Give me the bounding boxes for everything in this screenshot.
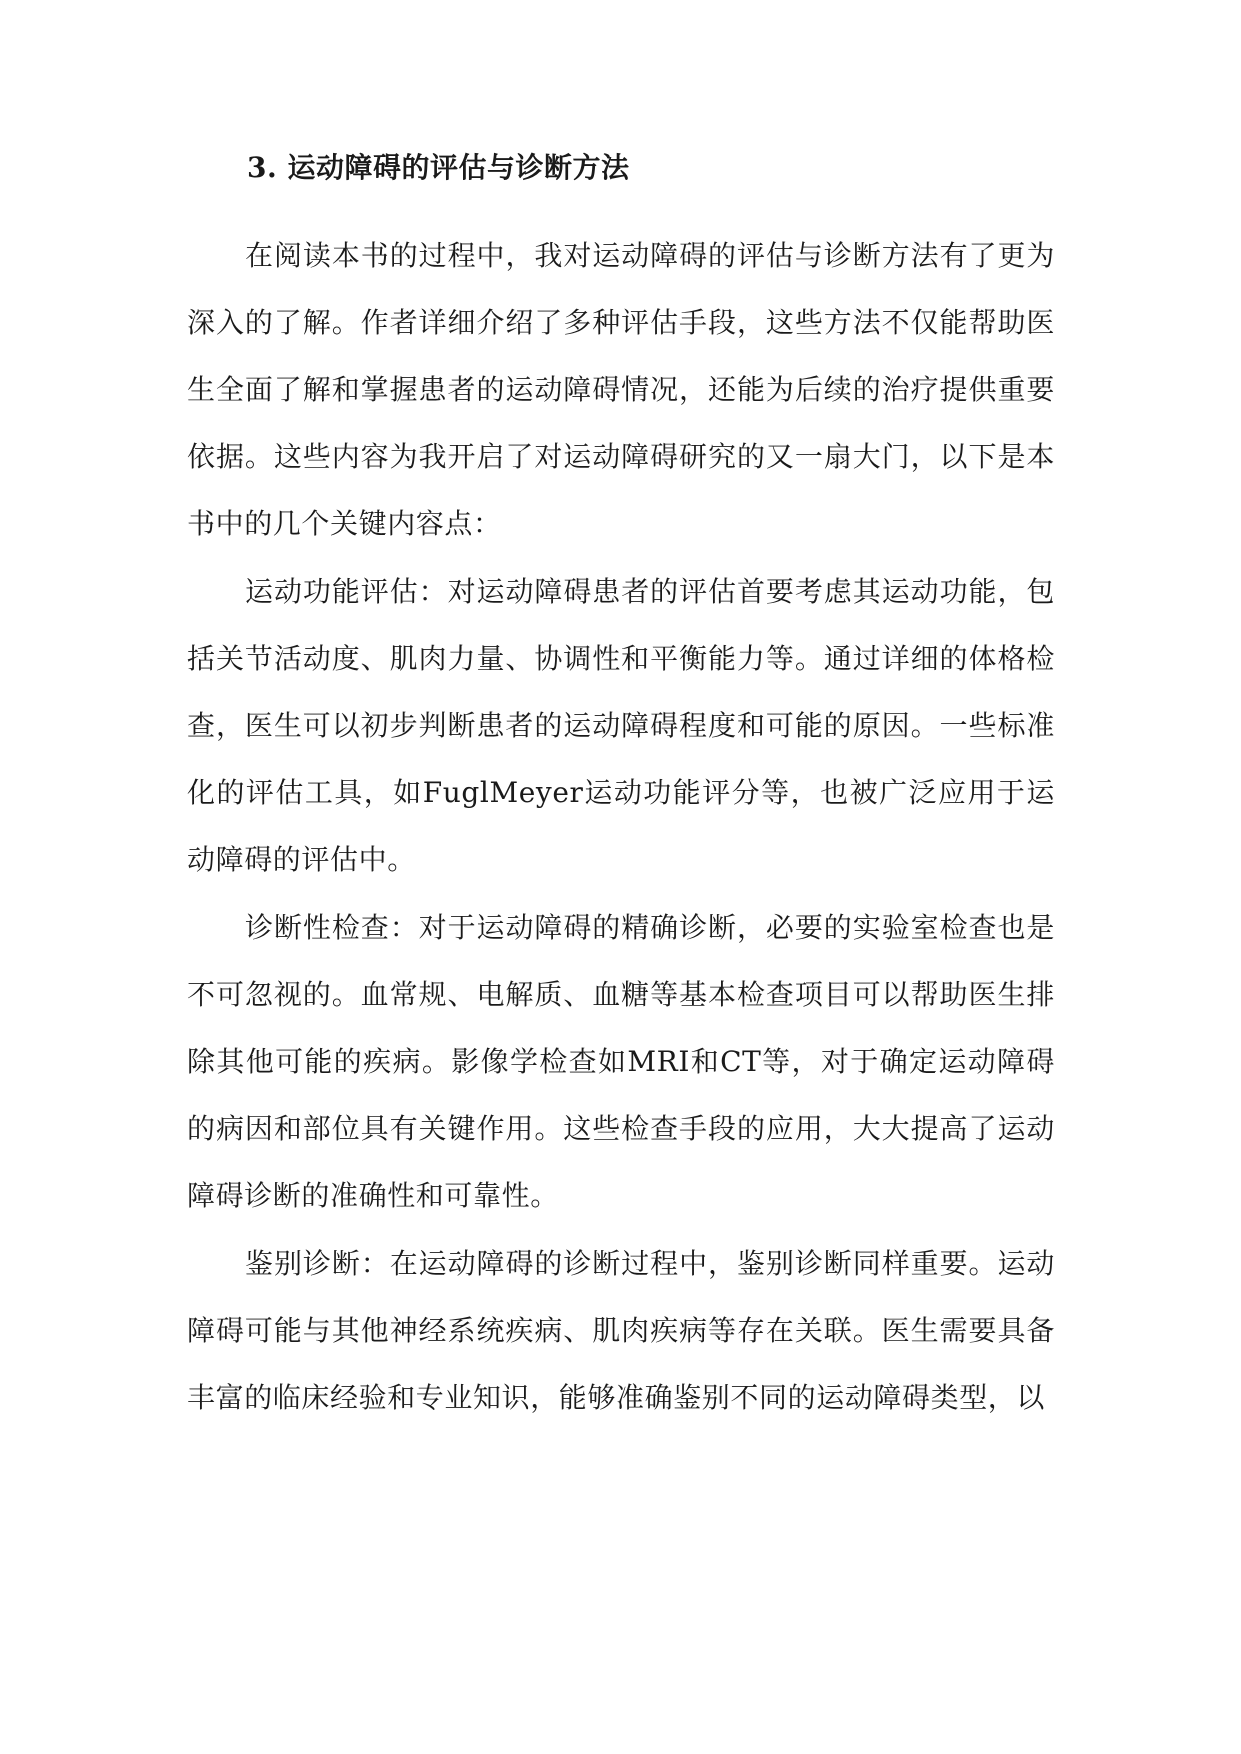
paragraph-intro: 在阅读本书的过程中，我对运动障碍的评估与诊断方法有了更为深入的了解。作者详细介绍了多种评估手段，这些方法不仅能帮助医生全面了解和掌握患者的运动障碍情况，还能为后续的治疗提供重要依据。这些内容为我开启了对运动障碍研究的又一扇大门，以下是本书中的几个关键内容点： bbox=[187, 239, 1055, 540]
paragraph-motor-function-assessment: 运动功能评估：对运动障碍患者的评估首要考虑其运动功能，包括关节活动度、肌肉力量、协调性和平衡能力等。通过详细的体格检查，医生可以初步判断患者的运动障碍程度和可能的原因。一些标准化的评估工具，如FuglMeyer运动功能评分等，也被广泛应用于运动障碍的评估中。 bbox=[187, 575, 1055, 876]
section-heading: 3. 运动障碍的评估与诊断方法 bbox=[247, 151, 630, 184]
document-page bbox=[187, 148, 1055, 1431]
paragraph-diagnostic-tests: 诊断性检查：对于运动障碍的精确诊断，必要的实验室检查也是不可忽视的。血常规、电解质、血糖等基本检查项目可以帮助医生排除其他可能的疾病。影像学检查如MRI和CT等，对于确定运动障碍的病因和部位具有关键作用。这些检查手段的应用，大大提高了运动障碍诊断的准确性和可靠性。 bbox=[187, 911, 1055, 1212]
paragraph-differential-diagnosis: 鉴别诊断：在运动障碍的诊断过程中，鉴别诊断同样重要。运动障碍可能与其他神经系统疾病、肌肉疾病等存在关联。医生需要具备丰富的临床经验和专业知识，能够准确鉴别不同的运动障碍类型，以 bbox=[187, 1247, 1055, 1414]
